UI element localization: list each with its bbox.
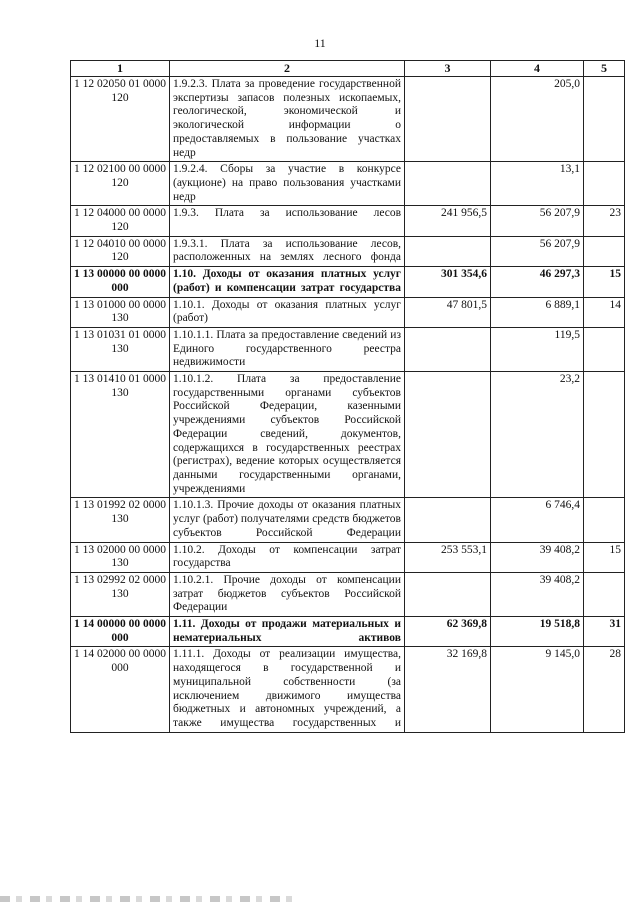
kbk-code-cell: 1 13 01000 00 0000 130 [71, 297, 170, 327]
percent-cell: 31 [584, 617, 625, 647]
table-row [71, 542, 625, 572]
plan-amount-cell: 241 956,5 [405, 206, 491, 236]
column-header: 4 [491, 61, 584, 77]
kbk-code-cell: 1 13 01992 02 0000 130 [71, 498, 170, 542]
percent-cell [584, 236, 625, 266]
kbk-code-cell: 1 13 00000 00 0000 000 [71, 267, 170, 297]
table-row [71, 206, 625, 236]
budget-table [70, 60, 625, 733]
percent-cell: 14 [584, 297, 625, 327]
actual-amount-cell: 46 297,3 [491, 267, 584, 297]
table-row [71, 297, 625, 327]
table-row [71, 162, 625, 206]
kbk-code-cell: 1 14 00000 00 0000 000 [71, 617, 170, 647]
actual-amount-cell: 56 207,9 [491, 236, 584, 266]
plan-amount-cell: 62 369,8 [405, 617, 491, 647]
scan-artifact [0, 896, 300, 902]
kbk-code-cell: 1 13 01031 01 0000 130 [71, 327, 170, 371]
column-header: 3 [405, 61, 491, 77]
table-row [71, 647, 625, 732]
description-cell: 1.9.3. Плата за использование лесов [170, 206, 405, 236]
description-cell: 1.9.2.4. Сборы за участие в конкурсе (аукционе) на право пользования участками недр [170, 162, 405, 206]
description-cell: 1.10.2. Доходы от компенсации затрат государства [170, 542, 405, 572]
kbk-code-cell: 1 12 02050 01 0000 120 [71, 77, 170, 162]
actual-amount-cell: 39 408,2 [491, 542, 584, 572]
percent-cell [584, 372, 625, 498]
plan-amount-cell [405, 498, 491, 542]
actual-amount-cell: 119,5 [491, 327, 584, 371]
actual-amount-cell: 205,0 [491, 77, 584, 162]
description-cell: 1.10.1. Доходы от оказания платных услуг (работ) [170, 297, 405, 327]
percent-cell [584, 77, 625, 162]
table-row [71, 498, 625, 542]
table-row [71, 617, 625, 647]
percent-cell [584, 572, 625, 616]
plan-amount-cell: 32 169,8 [405, 647, 491, 732]
actual-amount-cell: 13,1 [491, 162, 584, 206]
table-row [71, 236, 625, 266]
actual-amount-cell: 6 889,1 [491, 297, 584, 327]
column-header: 1 [71, 61, 170, 77]
plan-amount-cell [405, 572, 491, 616]
table-row [71, 372, 625, 498]
actual-amount-cell: 6 746,4 [491, 498, 584, 542]
actual-amount-cell: 39 408,2 [491, 572, 584, 616]
kbk-code-cell: 1 12 02100 00 0000 120 [71, 162, 170, 206]
header-row [71, 61, 625, 77]
description-cell: 1.10.1.2. Плата за предоставление государственными органами субъектов Российской Федерации, казенными учреждениями субъектов Российской Федерации сведений, документов, содержащихся в государственных реестрах (регистрах), ведение которых осуществляется данными государственными органами, учреждениями [170, 372, 405, 498]
percent-cell: 28 [584, 647, 625, 732]
plan-amount-cell [405, 162, 491, 206]
plan-amount-cell [405, 77, 491, 162]
plan-amount-cell [405, 372, 491, 498]
table-row [71, 77, 625, 162]
table-row [71, 267, 625, 297]
percent-cell: 15 [584, 542, 625, 572]
description-cell: 1.10. Доходы от оказания платных услуг (работ) и компенсации затрат государства [170, 267, 405, 297]
percent-cell [584, 327, 625, 371]
plan-amount-cell [405, 327, 491, 371]
percent-cell: 15 [584, 267, 625, 297]
percent-cell [584, 162, 625, 206]
actual-amount-cell: 23,2 [491, 372, 584, 498]
column-header: 2 [170, 61, 405, 77]
description-cell: 1.10.1.1. Плата за предоставление сведений из Единого государственного реестра недвижимости [170, 327, 405, 371]
table-row [71, 327, 625, 371]
percent-cell: 23 [584, 206, 625, 236]
kbk-code-cell: 1 13 01410 01 0000 130 [71, 372, 170, 498]
kbk-code-cell: 1 13 02000 00 0000 130 [71, 542, 170, 572]
description-cell: 1.11.1. Доходы от реализации имущества, находящегося в государственной и муниципальной собственности (за исключением движимого имущества бюджетных и автономных учреждений, а также имущества государственных и [170, 647, 405, 732]
description-cell: 1.9.2.3. Плата за проведение государственной экспертизы запасов полезных ископаемых, геологической, экономической и экологической информации о предоставляемых в пользование участках недр [170, 77, 405, 162]
column-header: 5 [584, 61, 625, 77]
description-cell: 1.10.1.3. Прочие доходы от оказания платных услуг (работ) получателями средств бюджетов субъектов Российской Федерации [170, 498, 405, 542]
page-number: 11 [314, 36, 326, 50]
description-cell: 1.11. Доходы от продажи материальных и нематериальных активов [170, 617, 405, 647]
table-row [71, 572, 625, 616]
plan-amount-cell: 301 354,6 [405, 267, 491, 297]
plan-amount-cell: 253 553,1 [405, 542, 491, 572]
plan-amount-cell [405, 236, 491, 266]
actual-amount-cell: 19 518,8 [491, 617, 584, 647]
plan-amount-cell: 47 801,5 [405, 297, 491, 327]
kbk-code-cell: 1 13 02992 02 0000 130 [71, 572, 170, 616]
kbk-code-cell: 1 12 04000 00 0000 120 [71, 206, 170, 236]
actual-amount-cell: 9 145,0 [491, 647, 584, 732]
kbk-code-cell: 1 12 04010 00 0000 120 [71, 236, 170, 266]
description-cell: 1.10.2.1. Прочие доходы от компенсации затрат бюджетов субъектов Российской Федерации [170, 572, 405, 616]
actual-amount-cell: 56 207,9 [491, 206, 584, 236]
percent-cell [584, 498, 625, 542]
kbk-code-cell: 1 14 02000 00 0000 000 [71, 647, 170, 732]
description-cell: 1.9.3.1. Плата за использование лесов, расположенных на землях лесного фонда [170, 236, 405, 266]
